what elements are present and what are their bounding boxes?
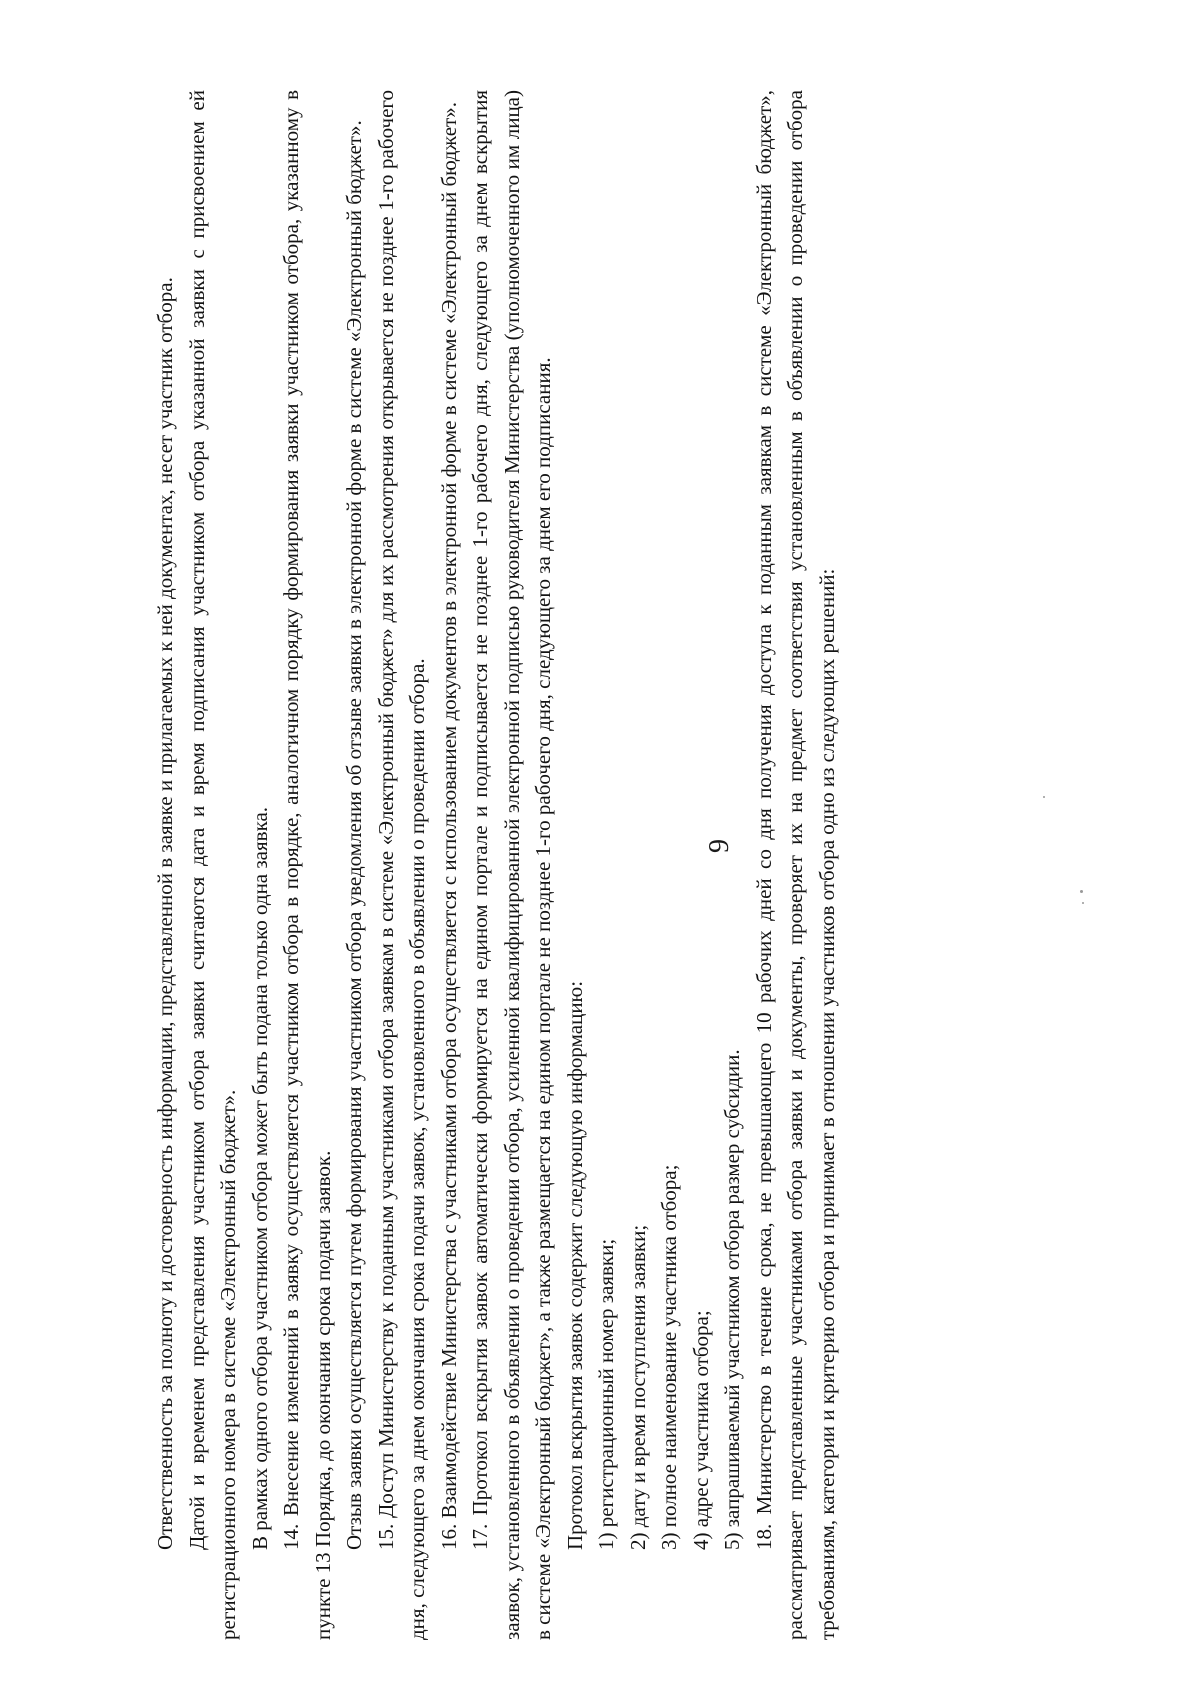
- paragraph: 18. Министерство в течение срока, не превышающего 10 рабочих дней со дня получения доступа к поданным заявкам в системе «Электронный бюджет», рассматривает представленные участниками отбора заявки и документы, проверяет их на предмет соответствия установленным в объявлении о проведении отбора требованиям, категории и критерию отбора и принимает в отношении участников отбора одно из следующих решений:: [751, 90, 839, 1640]
- scan-speck: [1080, 890, 1083, 893]
- paragraph: В рамках одного отбора участником отбора может быть подана только одна заявка.: [247, 806, 272, 1550]
- scan-speck: [1043, 796, 1045, 798]
- paragraph: 16. Взаимодействие Министерства с участниками отбора осуществляется с использованием документов в электронной форме в системе «Электронный бюджет».: [436, 102, 461, 1550]
- paragraph: 1) регистрационный номер заявки;: [594, 1238, 618, 1550]
- paragraph: Отзыв заявки осуществляется путем формирования участником отбора уведомления об отзыве заявки в электронной форме в системе «Электронный бюджет».: [342, 120, 366, 1550]
- paragraph: 3) полное наименование участника отбора;: [657, 1164, 681, 1550]
- paragraph: Датой и временем представления участником отбора заявки считаются дата и время подписания участником отбора указанной заявки с присвоением ей регистрационного номера в системе «Электронный бюджет».: [184, 90, 240, 1640]
- paragraph: 4) адрес участника отбора;: [688, 1310, 713, 1550]
- paragraph: 2) дату и время поступления заявки;: [625, 1224, 650, 1550]
- paragraph: 14. Внесение изменений в заявку осуществляется участником отбора в порядке, аналогичном порядку формирования заявки участником отбора, указанному в пункте 13 Порядка, до окончания срока подачи заявок.: [279, 90, 335, 1640]
- page-number: 9: [704, 839, 735, 853]
- paragraph: Протокол вскрытия заявок содержит следующую информацию:: [562, 980, 587, 1550]
- paragraph: 17. Протокол вскрытия заявок автоматически формируется на едином портале и подписывается не позднее 1-го рабочего дня, следующего за днем вскрытия заявок, установленного в объявлении о проведении отбора, усиленной квалифицированной электронной подписью руководителя Министерства (уполномоченного им лица) в системе «Электронный бюджет», а также размещается на едином портале не позднее 1-го рабочего дня, следующего за днем его подписания.: [468, 90, 555, 1640]
- paragraph: 15. Доступ Министерству к поданным участниками отбора заявкам в системе «Электронный бюджет» для их рассмотрения открывается не позднее 1-го рабочего дня, следующего за днем окончания срока подачи заявок, установленного в объявлении о проведении отбора.: [373, 90, 429, 1640]
- scan-speck: [1082, 902, 1084, 904]
- paragraph: Ответственность за полноту и достоверность информации, представленной в заявке и прилагаемых к ней документах, несет участник отбора.: [153, 277, 177, 1550]
- paragraph: 5) запрашиваемый участником отбора размер субсидии.: [720, 1049, 744, 1550]
- document-body: [150, 90, 843, 1640]
